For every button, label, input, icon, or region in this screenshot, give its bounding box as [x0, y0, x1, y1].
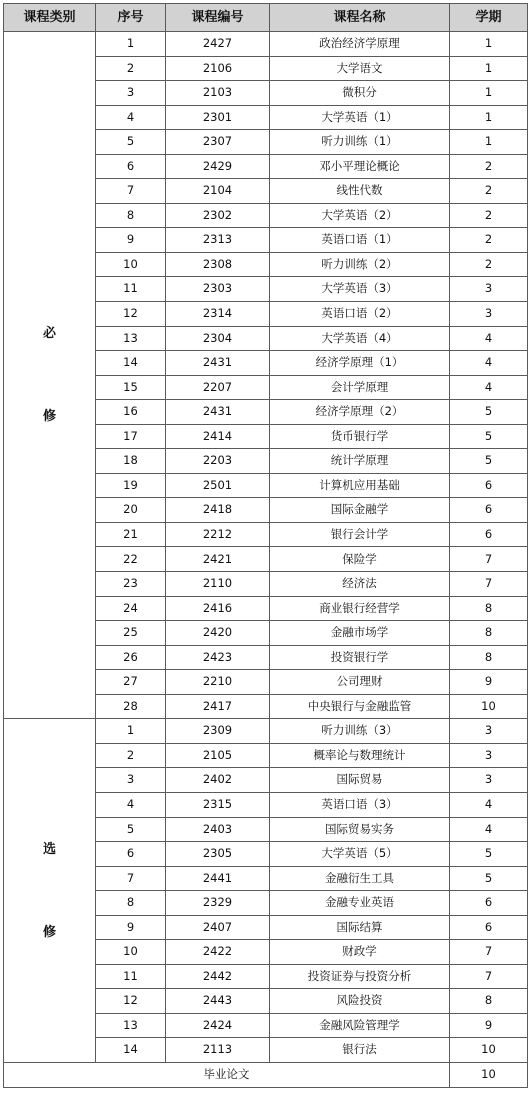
- thesis-term: 10: [450, 1062, 528, 1087]
- category-required-char: 必: [42, 326, 56, 342]
- cell-seq: 3: [96, 768, 166, 793]
- cell-seq: 13: [96, 326, 166, 351]
- cell-course-name: 金融衍生工具: [270, 866, 450, 891]
- cell-course-name: 统计学原理: [270, 449, 450, 474]
- cell-code: 2443: [166, 989, 270, 1014]
- cell-term: 1: [450, 105, 528, 130]
- cell-seq: 20: [96, 498, 166, 523]
- cell-code: 2308: [166, 252, 270, 277]
- cell-course-name: 国际贸易实务: [270, 817, 450, 842]
- cell-seq: 5: [96, 130, 166, 155]
- cell-code: 2313: [166, 228, 270, 253]
- cell-code: 2304: [166, 326, 270, 351]
- cell-seq: 13: [96, 1013, 166, 1038]
- cell-course-name: 风险投资: [270, 989, 450, 1014]
- cell-code: 2441: [166, 866, 270, 891]
- cell-course-name: 微积分: [270, 81, 450, 106]
- cell-course-name: 大学英语（3）: [270, 277, 450, 302]
- cell-seq: 6: [96, 842, 166, 867]
- cell-course-name: 政治经济学原理: [270, 32, 450, 57]
- cell-term: 2: [450, 252, 528, 277]
- cell-term: 6: [450, 522, 528, 547]
- cell-seq: 5: [96, 817, 166, 842]
- cell-course-name: 英语口语（2）: [270, 302, 450, 327]
- cell-term: 5: [450, 424, 528, 449]
- cell-seq: 8: [96, 891, 166, 916]
- cell-code: 2207: [166, 375, 270, 400]
- cell-code: 2105: [166, 743, 270, 768]
- cell-code: 2403: [166, 817, 270, 842]
- cell-seq: 6: [96, 154, 166, 179]
- cell-course-name: 听力训练（3）: [270, 719, 450, 744]
- cell-term: 7: [450, 964, 528, 989]
- cell-code: 2442: [166, 964, 270, 989]
- table-row: [4, 32, 528, 57]
- header-category: 课程类别: [4, 4, 96, 32]
- cell-seq: 11: [96, 964, 166, 989]
- cell-course-name: 大学英语（4）: [270, 326, 450, 351]
- cell-code: 2212: [166, 522, 270, 547]
- cell-code: 2309: [166, 719, 270, 744]
- cell-term: 4: [450, 817, 528, 842]
- category-elective-label: [4, 843, 95, 939]
- cell-seq: 8: [96, 203, 166, 228]
- cell-course-name: 概率论与数理统计: [270, 743, 450, 768]
- cell-seq: 14: [96, 1038, 166, 1063]
- cell-seq: 24: [96, 596, 166, 621]
- cell-course-name: 国际金融学: [270, 498, 450, 523]
- cell-code: 2431: [166, 351, 270, 376]
- cell-code: 2329: [166, 891, 270, 916]
- cell-course-name: 计算机应用基础: [270, 473, 450, 498]
- cell-course-name: 邓小平理论概论: [270, 154, 450, 179]
- cell-code: 2431: [166, 400, 270, 425]
- cell-term: 2: [450, 228, 528, 253]
- cell-term: 2: [450, 154, 528, 179]
- cell-term: 6: [450, 915, 528, 940]
- cell-seq: 16: [96, 400, 166, 425]
- cell-course-name: 投资银行学: [270, 645, 450, 670]
- cell-code: 2421: [166, 547, 270, 572]
- cell-course-name: 经济学原理（2）: [270, 400, 450, 425]
- cell-term: 7: [450, 572, 528, 597]
- cell-course-name: 商业银行经营学: [270, 596, 450, 621]
- cell-code: 2416: [166, 596, 270, 621]
- cell-course-name: 大学语文: [270, 56, 450, 81]
- header-seq: 序号: [96, 4, 166, 32]
- cell-code: 2424: [166, 1013, 270, 1038]
- cell-course-name: 经济法: [270, 572, 450, 597]
- cell-code: 2314: [166, 302, 270, 327]
- table-row: [4, 719, 528, 744]
- cell-course-name: 银行会计学: [270, 522, 450, 547]
- cell-term: 4: [450, 792, 528, 817]
- cell-seq: 4: [96, 105, 166, 130]
- cell-code: 2301: [166, 105, 270, 130]
- cell-code: 2422: [166, 940, 270, 965]
- cell-course-name: 中央银行与金融监管: [270, 694, 450, 719]
- cell-code: 2106: [166, 56, 270, 81]
- cell-term: 1: [450, 32, 528, 57]
- cell-seq: 27: [96, 670, 166, 695]
- cell-seq: 9: [96, 915, 166, 940]
- cell-term: 10: [450, 694, 528, 719]
- cell-course-name: 保险学: [270, 547, 450, 572]
- cell-term: 4: [450, 375, 528, 400]
- cell-code: 2303: [166, 277, 270, 302]
- cell-course-name: 英语口语（3）: [270, 792, 450, 817]
- cell-course-name: 英语口语（1）: [270, 228, 450, 253]
- cell-code: 2407: [166, 915, 270, 940]
- cell-code: 2429: [166, 154, 270, 179]
- cell-course-name: 财政学: [270, 940, 450, 965]
- cell-term: 3: [450, 277, 528, 302]
- cell-seq: 2: [96, 56, 166, 81]
- category-elective-char: 选: [42, 841, 56, 857]
- header-course-name: 课程名称: [270, 4, 450, 32]
- cell-course-name: 听力训练（2）: [270, 252, 450, 277]
- cell-seq: 21: [96, 522, 166, 547]
- category-required-char: 修: [42, 409, 56, 425]
- cell-term: 7: [450, 940, 528, 965]
- cell-seq: 1: [96, 32, 166, 57]
- cell-code: 2103: [166, 81, 270, 106]
- cell-course-name: 货币银行学: [270, 424, 450, 449]
- category-elective-char: 修: [42, 924, 56, 940]
- cell-code: 2203: [166, 449, 270, 474]
- cell-seq: 7: [96, 866, 166, 891]
- cell-seq: 2: [96, 743, 166, 768]
- cell-seq: 9: [96, 228, 166, 253]
- curriculum-table: [3, 3, 528, 1088]
- cell-code: 2305: [166, 842, 270, 867]
- cell-seq: 7: [96, 179, 166, 204]
- cell-course-name: 银行法: [270, 1038, 450, 1063]
- cell-course-name: 国际结算: [270, 915, 450, 940]
- cell-seq: 15: [96, 375, 166, 400]
- cell-term: 4: [450, 326, 528, 351]
- cell-code: 2113: [166, 1038, 270, 1063]
- cell-code: 2315: [166, 792, 270, 817]
- category-required: [4, 32, 96, 719]
- thesis-row: [4, 1062, 528, 1087]
- cell-seq: 26: [96, 645, 166, 670]
- category-required-label: [4, 327, 95, 423]
- cell-term: 7: [450, 547, 528, 572]
- cell-term: 6: [450, 498, 528, 523]
- header-row: [4, 4, 528, 32]
- cell-course-name: 投资证券与投资分析: [270, 964, 450, 989]
- cell-course-name: 金融专业英语: [270, 891, 450, 916]
- cell-term: 4: [450, 351, 528, 376]
- cell-code: 2210: [166, 670, 270, 695]
- cell-term: 6: [450, 473, 528, 498]
- cell-seq: 12: [96, 989, 166, 1014]
- cell-term: 3: [450, 768, 528, 793]
- cell-code: 2418: [166, 498, 270, 523]
- cell-term: 1: [450, 56, 528, 81]
- cell-term: 5: [450, 400, 528, 425]
- cell-course-name: 经济学原理（1）: [270, 351, 450, 376]
- cell-term: 2: [450, 203, 528, 228]
- cell-seq: 1: [96, 719, 166, 744]
- cell-code: 2414: [166, 424, 270, 449]
- cell-seq: 12: [96, 302, 166, 327]
- cell-code: 2110: [166, 572, 270, 597]
- cell-seq: 14: [96, 351, 166, 376]
- cell-code: 2417: [166, 694, 270, 719]
- cell-code: 2427: [166, 32, 270, 57]
- cell-seq: 11: [96, 277, 166, 302]
- cell-code: 2420: [166, 621, 270, 646]
- cell-term: 3: [450, 743, 528, 768]
- cell-code: 2423: [166, 645, 270, 670]
- cell-term: 8: [450, 596, 528, 621]
- cell-seq: 23: [96, 572, 166, 597]
- cell-code: 2307: [166, 130, 270, 155]
- cell-code: 2302: [166, 203, 270, 228]
- cell-term: 9: [450, 1013, 528, 1038]
- cell-seq: 10: [96, 252, 166, 277]
- cell-course-name: 大学英语（2）: [270, 203, 450, 228]
- cell-course-name: 金融市场学: [270, 621, 450, 646]
- cell-course-name: 会计学原理: [270, 375, 450, 400]
- category-elective: [4, 719, 96, 1063]
- cell-term: 5: [450, 842, 528, 867]
- cell-seq: 3: [96, 81, 166, 106]
- cell-seq: 18: [96, 449, 166, 474]
- cell-code: 2104: [166, 179, 270, 204]
- cell-course-name: 大学英语（1）: [270, 105, 450, 130]
- cell-term: 8: [450, 621, 528, 646]
- cell-course-name: 国际贸易: [270, 768, 450, 793]
- cell-course-name: 听力训练（1）: [270, 130, 450, 155]
- cell-term: 8: [450, 645, 528, 670]
- cell-seq: 19: [96, 473, 166, 498]
- cell-code: 2501: [166, 473, 270, 498]
- cell-term: 5: [450, 866, 528, 891]
- cell-code: 2402: [166, 768, 270, 793]
- cell-term: 5: [450, 449, 528, 474]
- cell-term: 2: [450, 179, 528, 204]
- thesis-label: 毕业论文: [4, 1062, 450, 1087]
- cell-term: 1: [450, 81, 528, 106]
- cell-term: 3: [450, 719, 528, 744]
- cell-course-name: 公司理财: [270, 670, 450, 695]
- cell-term: 9: [450, 670, 528, 695]
- cell-course-name: 大学英语（5）: [270, 842, 450, 867]
- cell-term: 8: [450, 989, 528, 1014]
- cell-seq: 22: [96, 547, 166, 572]
- cell-course-name: 线性代数: [270, 179, 450, 204]
- cell-course-name: 金融风险管理学: [270, 1013, 450, 1038]
- header-code: 课程编号: [166, 4, 270, 32]
- cell-seq: 25: [96, 621, 166, 646]
- cell-seq: 17: [96, 424, 166, 449]
- header-term: 学期: [450, 4, 528, 32]
- cell-seq: 4: [96, 792, 166, 817]
- cell-term: 1: [450, 130, 528, 155]
- table-body: [4, 32, 528, 1088]
- cell-term: 3: [450, 302, 528, 327]
- cell-seq: 10: [96, 940, 166, 965]
- cell-term: 6: [450, 891, 528, 916]
- cell-term: 10: [450, 1038, 528, 1063]
- cell-seq: 28: [96, 694, 166, 719]
